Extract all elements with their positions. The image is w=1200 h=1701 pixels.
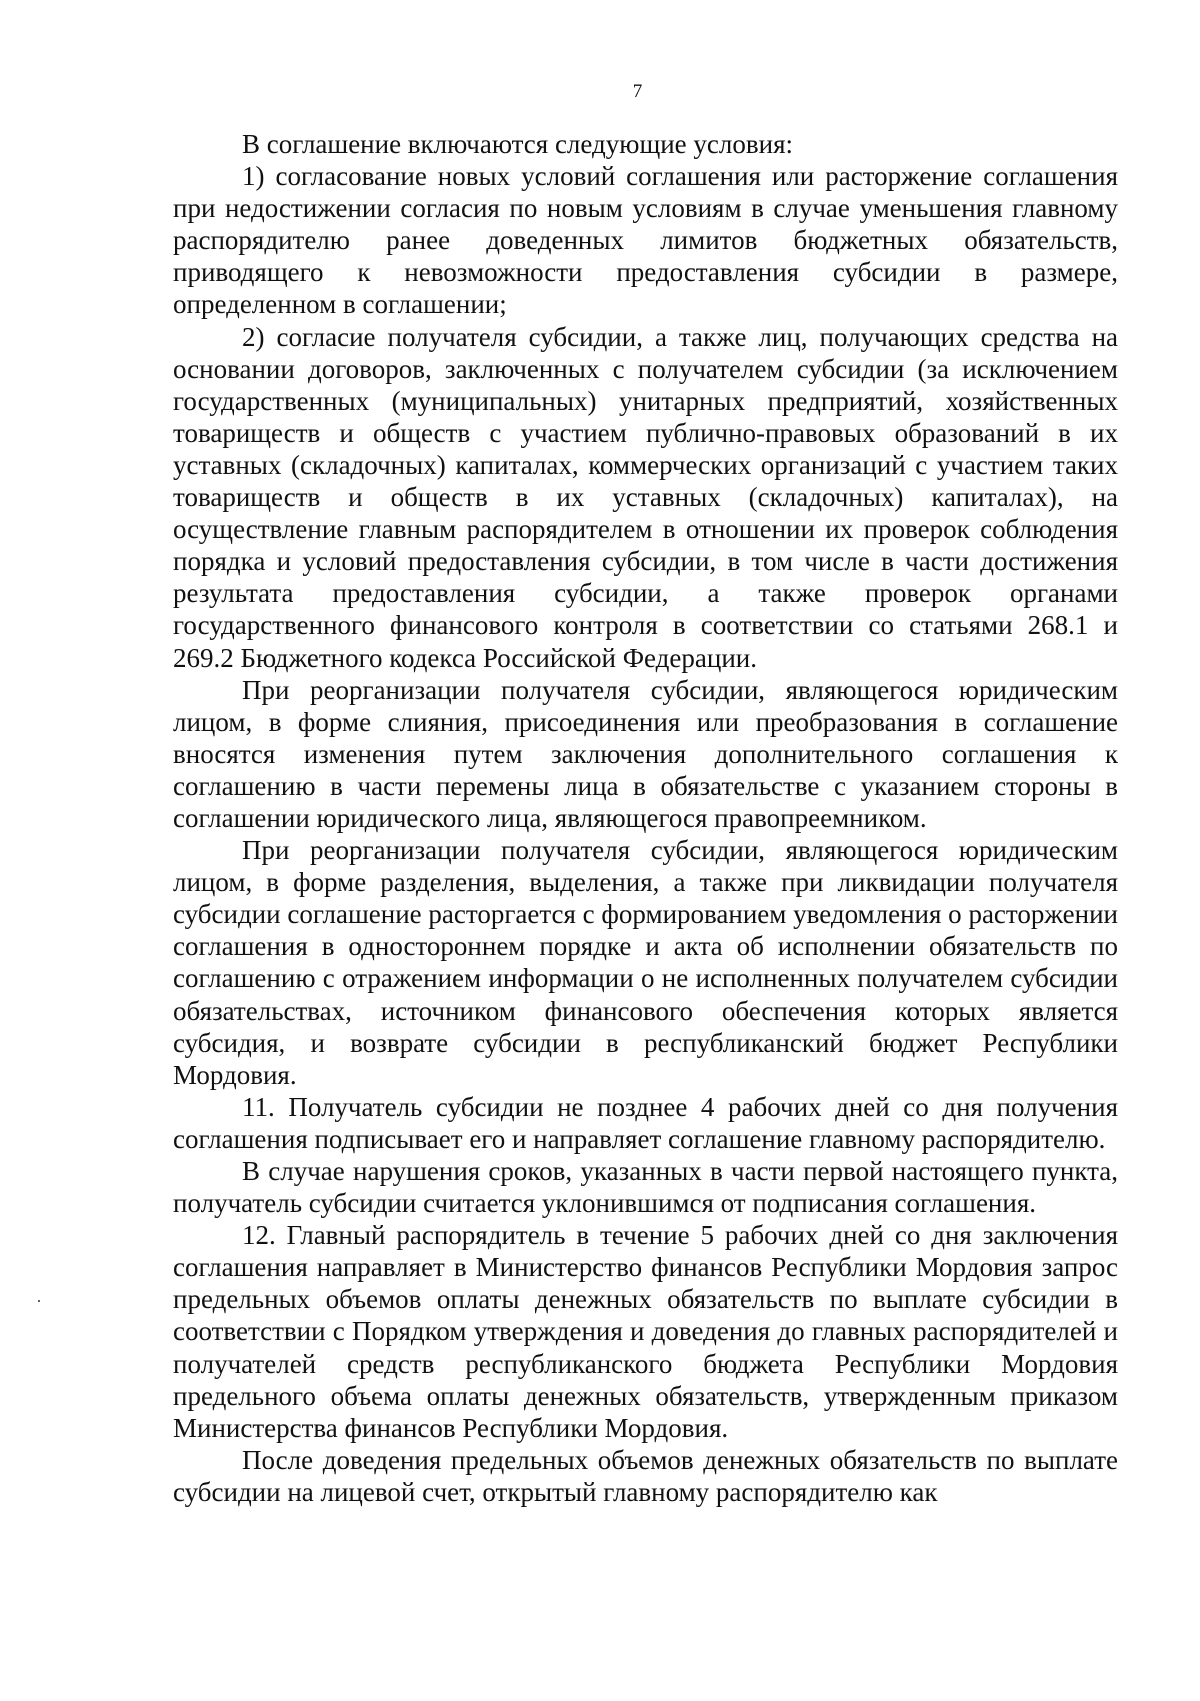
page-number: 7 xyxy=(632,81,643,102)
paragraph-condition-1: 1) согласование новых условий соглашения или расторжение соглашения при недостижении согласия по новым условиям в случае уменьшения главному распорядителю ранее доведенных лимитов бюджетных обязательств, приводящего к невозможности предоставления субсидии в размере, определенном в соглашении; xyxy=(173,161,1118,320)
paragraph-item-11: 11. Получатель субсидии не позднее 4 рабочих дней со дня получения соглашения подписывает его и направляет соглашение главному распорядителю. xyxy=(173,1091,1118,1154)
paragraph-reorganization-division: При реорганизации получателя субсидии, являющегося юридическим лицом, в форме разделения, выделения, а также при ликвидации получателя субсидии соглашение расторгается с формированием уведомления о расторжении соглашения в одностороннем порядке и акта об исполнении обязательств по соглашению с отражением информации о не исполненных получателем субсидии обязательствах, источником финансового обеспечения которых является субсидия, и возврате субсидии в республиканский бюджет Республики Мордовия. xyxy=(173,835,1118,1090)
paragraph-item-12: 12. Главный распорядитель в течение 5 рабочих дней со дня заключения соглашения направляет в Министерство финансов Республики Мордовия запрос предельных объемов оплаты денежных обязательств по выплате субсидии в соответствии с Порядком утверждения и доведения до главных распорядителей и получателей средств республиканского бюджета Республики Мордовия предельного объема оплаты денежных обязательств, утвержденным приказом Министерства финансов Республики Мордовия. xyxy=(173,1220,1118,1443)
paragraph-deadline-violation: В случае нарушения сроков, указанных в части первой настоящего пункта, получатель субсидии считается уклонившимся от подписания соглашения. xyxy=(173,1156,1118,1219)
paragraph-condition-2: 2) согласие получателя субсидии, а также лиц, получающих средства на основании договоров, заключенных с получателем субсидии (за исключением государственных (муниципальных) унитарных предприятий, хозяйственных товариществ и обществ с участием публично-правовых образований в их уставных (складочных) капиталах, коммерческих организаций с участием таких товариществ и обществ в их уставных (складочных) капиталах), на осуществление главным распорядителем в отношении их проверок соблюдения порядка и условий предоставления субсидии, в том числе в части достижения результата предоставления субсидии, а также проверок органами государственного финансового контроля в соответствии со статьями 268.1 и 269.2 Бюджетного кодекса Российской Федерации. xyxy=(173,321,1118,673)
paragraph-after-limits: После доведения предельных объемов денежных обязательств по выплате субсидии на лицевой счет, открытый главному распорядителю как xyxy=(173,1444,1118,1507)
scan-speck xyxy=(38,1300,40,1302)
paragraph-intro: В соглашение включаются следующие условия: xyxy=(242,129,793,159)
paragraph-reorganization-merger: При реорганизации получателя субсидии, являющегося юридическим лицом, в форме слияния, присоединения или преобразования в соглашение вносятся изменения путем заключения дополнительного соглашения к соглашению в части перемены лица в обязательстве с указанием стороны в соглашении юридического лица, являющегося правопреемником. xyxy=(173,674,1118,833)
document-body xyxy=(173,128,1118,1508)
